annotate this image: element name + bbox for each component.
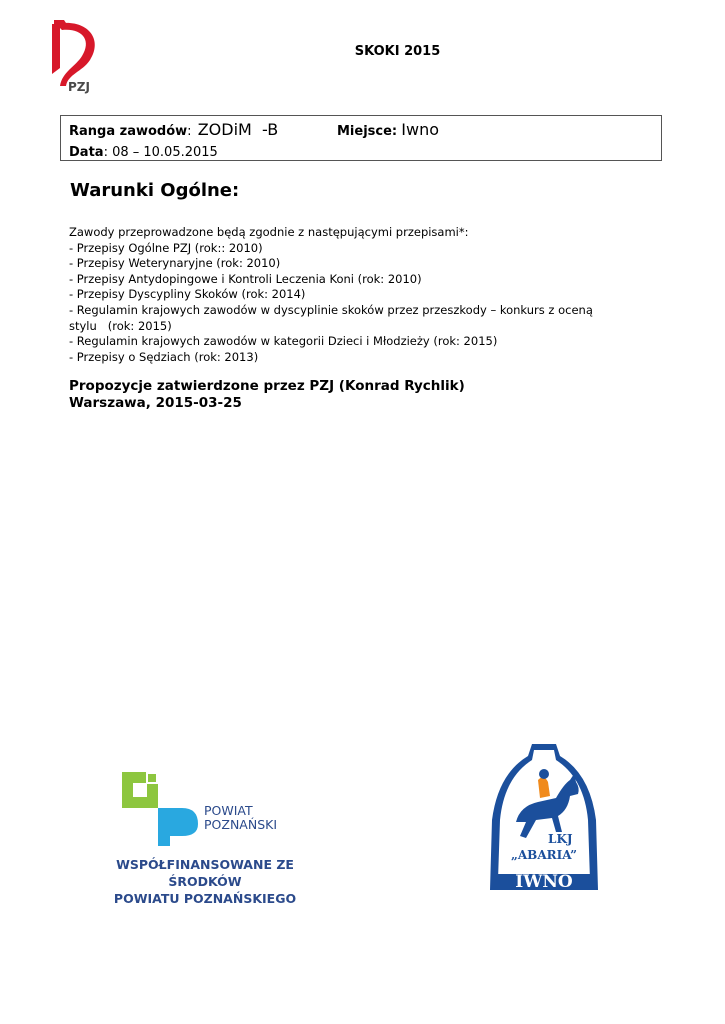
powiat-name — [204, 804, 277, 832]
abaria-text: „ABARIA” — [510, 848, 578, 862]
rank-value: ZODiM -B — [197, 120, 279, 139]
rules-item: - Przepisy o Sędziach (rok: 2013) — [69, 349, 259, 364]
lkj-abaria-logo — [486, 740, 602, 896]
rank-label: Ranga zawodów — [69, 124, 188, 139]
competition-info-box — [60, 115, 662, 161]
approval-note — [69, 378, 465, 412]
lkj-text: LKJ — [548, 832, 573, 846]
rules-item: stylu (rok: 2015) — [69, 318, 172, 333]
date-row — [69, 145, 218, 160]
date-value: : 08 – 10.05.2015 — [103, 145, 218, 160]
powiat-name-line2: POZNAŃSKI — [204, 817, 278, 832]
rules-item: - Przepisy Antydopingowe i Kontroli Leczenia Koni (rok: 2010) — [69, 271, 422, 286]
rank-colon: : — [187, 124, 196, 139]
powiat-logo — [80, 770, 330, 906]
rules-item: - Regulamin krajowych zawodów w dyscyplinie skoków przez przeszkody – konkurs z oceną — [69, 302, 593, 317]
rules-item: - Przepisy Dyscypliny Skoków (rok: 2014) — [69, 287, 306, 302]
powiat-emblem-icon — [120, 770, 200, 848]
approval-line: Propozycje zatwierdzone przez PZJ (Konrad Rychlik) — [69, 378, 465, 394]
document-title: SKOKI 2015 — [354, 44, 441, 59]
powiat-name-line1: POWIAT — [204, 803, 253, 818]
rules-item: - Przepisy Weterynaryjne (rok: 2010) — [69, 256, 281, 271]
date-label: Data — [69, 145, 104, 160]
pzj-logo-text: PZJ — [68, 80, 90, 94]
rules-item: - Przepisy Ogólne PZJ (rok:: 2010) — [69, 240, 263, 255]
rank-row — [69, 120, 278, 139]
rules-list — [69, 225, 669, 365]
place-value: Iwno — [401, 120, 439, 139]
powiat-caption-line2: POWIATU POZNAŃSKIEGO — [113, 891, 297, 906]
place-row — [337, 120, 439, 139]
powiat-caption — [80, 856, 330, 907]
approval-date: Warszawa, 2015-03-25 — [69, 395, 242, 411]
rules-item: - Regulamin krajowych zawodów w kategorii Dzieci i Młodzieży (rok: 2015) — [69, 334, 498, 349]
powiat-caption-line1: WSPÓŁFINANSOWANE ZE ŚRODKÓW — [116, 857, 294, 889]
place-label: Miejsce: — [337, 124, 398, 139]
rules-intro: Zawody przeprowadzone będą zgodnie z następującymi przepisami*: — [69, 225, 469, 239]
iwno-text: IWNO — [515, 872, 573, 892]
section-title: Warunki Ogólne: — [70, 180, 240, 201]
